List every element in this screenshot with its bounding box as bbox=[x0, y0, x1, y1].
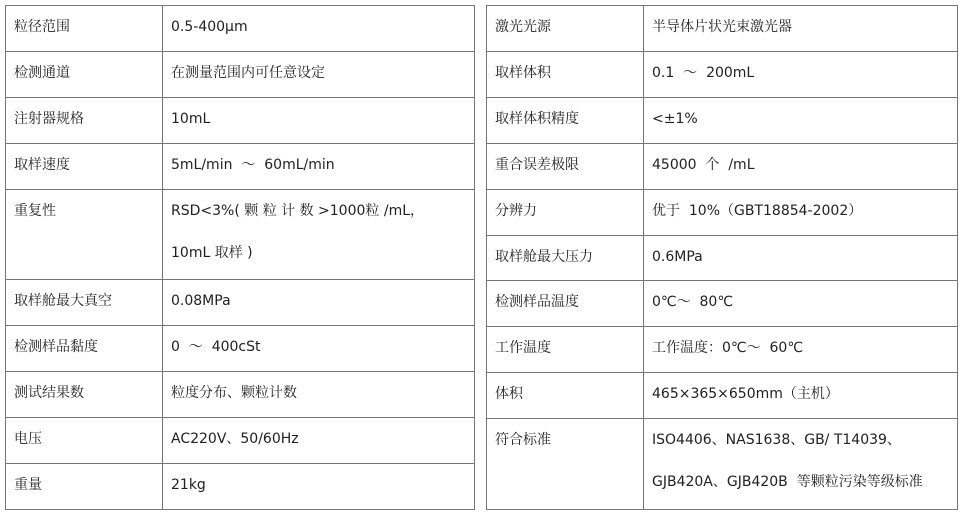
spec-value-line: 21kg bbox=[171, 477, 206, 493]
spec-label: 重复性 bbox=[6, 189, 163, 280]
spec-value-line: 半导体片状光束激光器 bbox=[652, 19, 792, 35]
spec-value-line: GJB420A、GJB420B 等颗粒污染等级标准 bbox=[652, 474, 923, 491]
spec-value-line: AC220V、50/60Hz bbox=[171, 431, 299, 448]
spec-row bbox=[487, 281, 958, 327]
spec-value-line: 10mL 取样 ) bbox=[171, 244, 253, 261]
spec-row bbox=[487, 327, 958, 373]
spec-value-line: 10mL bbox=[171, 110, 211, 127]
spec-label: 电压 bbox=[6, 418, 163, 464]
spec-row bbox=[487, 189, 958, 235]
spec-value bbox=[163, 280, 475, 326]
spec-row bbox=[6, 143, 475, 189]
spec-value bbox=[163, 326, 475, 372]
spec-row bbox=[487, 97, 958, 143]
spec-value bbox=[163, 464, 475, 510]
spec-value bbox=[163, 6, 475, 52]
spec-value-line: RSD<3%( 颗 粒 计 数 >1000粒 /mL， bbox=[171, 202, 425, 219]
spec-row bbox=[487, 6, 958, 52]
spec-value bbox=[644, 327, 958, 373]
right-spec-table bbox=[486, 5, 958, 510]
spec-label: 注射器规格 bbox=[6, 97, 163, 143]
spec-value-line: 465×365×650mm（主机） bbox=[652, 386, 839, 403]
left-table-body bbox=[6, 6, 475, 510]
spec-label: 检测样品温度 bbox=[487, 281, 644, 327]
spec-label: 体积 bbox=[487, 373, 644, 419]
spec-label: 重合误差极限 bbox=[487, 143, 644, 189]
spec-value-line: 5mL/min ～ 60mL/min bbox=[171, 156, 335, 173]
spec-value-line: 45000 个 /mL bbox=[652, 156, 755, 173]
spec-value-line: 粒度分布、颗粒计数 bbox=[171, 385, 297, 402]
spec-value bbox=[644, 51, 958, 97]
spec-row bbox=[6, 51, 475, 97]
spec-value-line: ISO4406、NAS1638、GB/ T14039、 bbox=[652, 432, 901, 449]
spec-label: 符合标准 bbox=[487, 419, 644, 510]
spec-value-line: 优于 10%（GBT18854-2002） bbox=[652, 202, 863, 219]
spec-label: 测试结果数 bbox=[6, 372, 163, 418]
spec-value bbox=[163, 189, 475, 280]
spec-value-line: <±1% bbox=[652, 110, 698, 127]
spec-row bbox=[6, 464, 475, 510]
spec-label: 取样舱最大真空 bbox=[6, 280, 163, 326]
spec-row bbox=[6, 280, 475, 326]
spec-value bbox=[644, 189, 958, 235]
spec-value bbox=[163, 143, 475, 189]
spec-row bbox=[487, 143, 958, 189]
spec-value bbox=[163, 97, 475, 143]
spec-value-line: 在测量范围内可任意设定 bbox=[171, 64, 325, 81]
spec-row bbox=[6, 189, 475, 280]
spec-label: 激光光源 bbox=[487, 6, 644, 52]
spec-tables bbox=[5, 5, 958, 510]
spec-row bbox=[6, 97, 475, 143]
spec-label: 取样速度 bbox=[6, 143, 163, 189]
spec-value bbox=[644, 281, 958, 327]
spec-value-line: 0.5-400μm bbox=[171, 19, 248, 35]
spec-row bbox=[487, 235, 958, 281]
spec-label: 检测通道 bbox=[6, 51, 163, 97]
spec-row bbox=[487, 373, 958, 419]
spec-row bbox=[6, 6, 475, 52]
spec-row bbox=[487, 51, 958, 97]
right-table-body bbox=[487, 6, 958, 510]
spec-value-line: 0℃～ 80℃ bbox=[652, 294, 734, 311]
spec-label: 工作温度 bbox=[487, 327, 644, 373]
spec-value-line: 工作温度：0℃～ 60℃ bbox=[652, 340, 804, 357]
spec-row bbox=[487, 419, 958, 510]
spec-row bbox=[6, 326, 475, 372]
spec-label: 取样体积 bbox=[487, 51, 644, 97]
spec-value-line: 0 ～ 400cSt bbox=[171, 339, 261, 356]
spec-row bbox=[6, 418, 475, 464]
spec-value bbox=[644, 419, 958, 510]
spec-label: 粒径范围 bbox=[6, 6, 163, 52]
spec-value bbox=[163, 418, 475, 464]
spec-label: 重量 bbox=[6, 464, 163, 510]
spec-value-line: 0.1 ～ 200mL bbox=[652, 64, 755, 81]
spec-value bbox=[163, 372, 475, 418]
spec-value bbox=[644, 6, 958, 52]
spec-row bbox=[6, 372, 475, 418]
spec-label: 分辨力 bbox=[487, 189, 644, 235]
left-spec-table bbox=[5, 5, 475, 510]
spec-value bbox=[644, 235, 958, 281]
spec-value bbox=[163, 51, 475, 97]
spec-value bbox=[644, 143, 958, 189]
spec-value-line: 0.6MPa bbox=[652, 248, 703, 265]
spec-value-line: 0.08MPa bbox=[171, 293, 231, 310]
spec-label: 取样舱最大压力 bbox=[487, 235, 644, 281]
spec-value bbox=[644, 97, 958, 143]
spec-label: 检测样品黏度 bbox=[6, 326, 163, 372]
spec-value bbox=[644, 373, 958, 419]
spec-label: 取样体积精度 bbox=[487, 97, 644, 143]
